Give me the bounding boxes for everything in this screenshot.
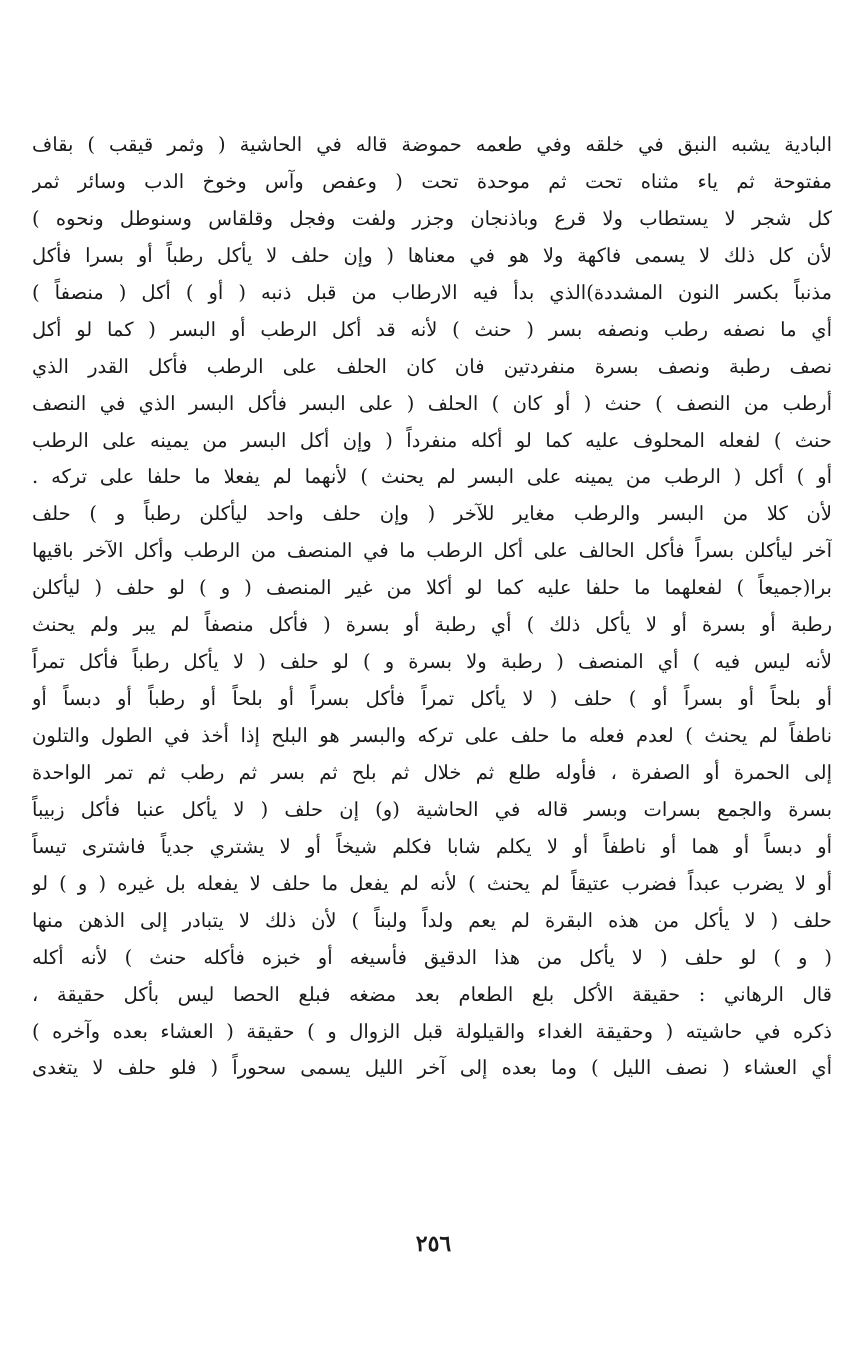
text-line: حلف ( لا يأكل من هذه البقرة لم يعم ولداً ولبناً ) لأن ذلك لا يتبادر إلى الذهن منها	[32, 908, 832, 932]
text-line: أو دبساً أو هما أو ناطفاً أو لا يكلم شابا فكلم شيخاً أو لا يشتري جدياً فاشترى تيساً	[32, 834, 832, 858]
text-line: كل شجر لا يستطاب ولا قرع وباذنجان وجزر ولفت وفجل وقلقاس وسنوطل ونحوه )	[32, 206, 832, 230]
text-line: لأنه ليس فيه ) أي المنصف ( رطبة ولا بسرة و ) لو حلف ( لا يأكل رطباً فأكل تمراً	[32, 650, 832, 674]
text-line: البادية يشبه النبق في خلقه وفي طعمه حموضة قاله في الحاشية ( وثمر قيقب ) بقاف	[32, 133, 832, 156]
text-line: أو بلحاً أو بسراً أو ) حلف ( لا يأكل تمراً فأكل بسراً أو بلحاً أو رطباً أو دبساً أو	[32, 687, 832, 711]
text-line: قال الرهاني : حقيقة الأكل بلع الطعام بعد مضغه فبلع الحصا ليس بأكل حقيقة ،	[32, 982, 832, 1006]
text-line: ناطفاً لم يحنث ) لعدم فعله ما حلف على تركه والبسر هو البلح إذا أخذ في الطول والتلون	[32, 724, 832, 747]
text-line: أرطب من النصف ) حنث ( أو كان ) الحلف ( على البسر فأكل البسر الذي في النصف	[32, 391, 832, 415]
text-line: ( و ) لو حلف ( لا يأكل من هذا الدقيق فأسيغه أو خبزه فأكله حنث ) لأنه أكله	[32, 945, 832, 969]
text-line: آخر ليأكلن بسراً فأكل الحالف على أكل الرطب ما في المنصف من الرطب وأكل الآخر باقيها	[32, 539, 832, 563]
text-line: أي ما نصفه رطب ونصفه بسر ( حنث ) لأنه قد أكل الرطب أو البسر ( كما لو أكل	[32, 317, 832, 341]
text-line: رطبة أو بسرة أو لا يأكل ذلك ) أي رطبة أو بسرة ( فأكل منصفاً لم يبر ولم يحنث	[32, 613, 832, 637]
text-line: نصف رطبة ونصف بسرة منفردتين فان كان الحلف على الرطب فأكل القدر الذي	[32, 354, 832, 378]
text-line: أو ) أكل ( الرطب من يمينه على البسر لم يحنث ) لأنهما لم يفعلا ما حلفا على تركه .	[32, 465, 832, 489]
text-line: مفتوحة ثم ياء مثناه تحت ثم موحدة تحت ( وعفص وآس وخوخ الدب وسائر ثمر	[32, 169, 832, 193]
body-text	[32, 127, 832, 1087]
text-line: مذنباً بكسر النون المشددة)الذي بدأ فيه الارطاب من قبل ذنبه ( أو ) أكل ( منصفاً )	[32, 280, 832, 304]
text-line: برا(جميعاً ) لفعلهما ما حلفا عليه كما لو أكلا من غير المنصف ( و ) لو حلف ( ليأكلن	[32, 576, 832, 600]
text-line: حنث ) لفعله المحلوف عليه كما لو أكله منفرداً ( وإن أكل البسر من يمينه على الرطب	[32, 428, 832, 452]
text-line: لأن كل ذلك لا يسمى فاكهة ولا هو في معناها ( وإن حلف لا يأكل رطباً أو بسرا فأكل	[32, 243, 832, 267]
text-line: أي العشاء ( نصف الليل ) وما بعده إلى آخر الليل يسمى سحوراً ( فلو حلف لا يتغدى	[32, 1056, 832, 1080]
text-line: أو لا يضرب عبداً فضرب عتيقاً لم يحنث ) لأنه لم يفعل ما حلف لا يفعله بل غيره ( و ) لو	[32, 871, 832, 895]
text-line: لأن كلا من البسر والرطب مغاير للآخر ( وإن حلف واحد ليأكلن رطباً و ) حلف	[32, 502, 832, 526]
text-line: بسرة والجمع بسرات وبسر قاله في الحاشية (و) إن حلف ( لا يأكل عنبا فأكل زبيباً	[32, 797, 832, 821]
text-line: إلى الحمرة أو الصفرة ، فأوله طلع ثم خلال ثم بلح ثم بسر ثم رطب ثم تمر الواحدة	[32, 760, 832, 784]
text-line: ذكره في حاشيته ( وحقيقة الغداء والقيلولة قبل الزوال و ) حقيقة ( العشاء بعده وآخره )	[32, 1019, 832, 1043]
page-number: ٢٥٦	[415, 1231, 452, 1257]
